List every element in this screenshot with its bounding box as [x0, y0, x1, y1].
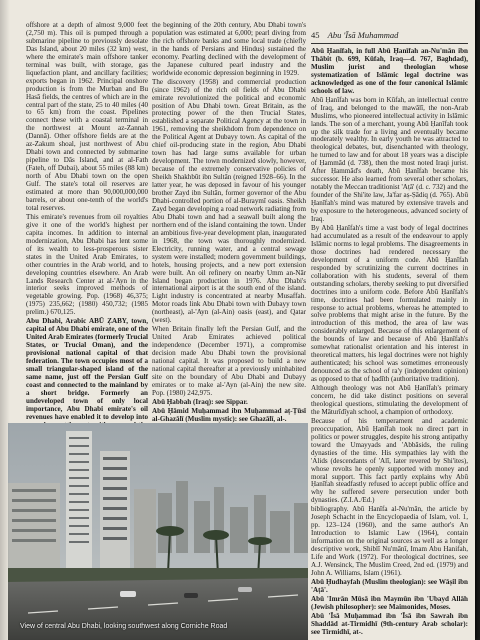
paragraph: the beginning of the 20th century, Abu Dhabi town's population was estimated at 6,000; pearl diving from the rich offshore banks and some local trade (chiefly in the hands of Persians and Hindus) sustained the economy. Pearling declined with the development of the Japanese cultured pearl industry and the worldwide economic depression beginning in 1929.: [152, 21, 306, 77]
paragraph: This emirate's revenues from oil royalties give it one of the world's highest per capita incomes. In addition to internal modernization, Abu Dhabi has lent some of its wealth to less-prosperous sister states in the United Arab Emirates, to other countries in the Arab world, and to developing countries elsewhere. An Arab Lands Research Center at al-'Ayn in the interior seeks improved methods of vegetable growing. Pop. (1968) 46,375; (1975) 235,662; (1980) 450,732; (1985 prelim.) 670,125.: [26, 212, 148, 317]
paragraph: Because of his temperament and academic preoccupation, Abū Ḥanīfah took no direct part in politics or power struggles, despite his strong antipathy toward the Umayyads and 'Abbāsids, the ruling dynasties of the time. His sympathies lay with the 'Alids (descendants of 'Alī, later revered by Shi'ites), whose revolts he openly supported with money and moral support. This fact partly explains why Abū Ḥanīfah steadfastly refused to accept public office and why he suffered severe persecution under both dynasties. (Z.I.A./Ed.): [311, 416, 468, 505]
paragraph: The discovery (1958) and commercial production (since 1962) of the rich oil fields of Abu Dhabi emirate revolutionized the political and economic position of Abu Dhabi town. Great Britain, as the protecting power of the then Trucial States, established a separate Political Agency at the town in 1961, removing the sheikhdom from dependence on the Political Agent at Dubayy town. As capital of the chief oil-producing state in the region, Abu Dhabi town has had large sums available for urban development. The town modernized slowly, however, because of the extremely conservative policies of Sheikh Shakhbūt ibn Sultān (reigned 1928–66). In the latter year, he was deposed in favour of his younger brother Zayd ibn Sultān, former governor of the Abu Dhabi-controlled portion of al-Buraymī oasis. Sheikh Zayd began developing a road network radiating from Abu Dhabi town and had a seawall built along the northern end of the island containing the town. Under an ambitious five-year development plan, inaugurated in 1968, the town was thoroughly modernized. Electricity, running water, and a central sewage system were installed; modern government buildings, hotels, housing projects, and a new port extension were built. An oil refinery on nearby Umm an-Nār Island began production in 1976. Abu Dhabi's international airport is at the south end of the island. Light industry is concentrated at nearby Musaffah. Motor roads link Abu Dhabi town with Dubayy town (northeast), al-'Ayn (al-Ain) oasis (east), and Qatar (west).: [152, 77, 306, 325]
entry-abu-isa: Abū 'Īsā Muḥammad ibn 'Īsā ibn Sawrah ibn Shaddād at-Tirmidhī (9th-century Arab scholar): see Tirmidhī, at-.: [311, 611, 468, 636]
running-title: Abu 'Īsā Muhammad: [327, 30, 399, 40]
paragraph: Although theology was not Abū Ḥanīfah's primary concern, he did take distinct positions on several theological questions, stimulating the development of the Māturīdīyah school, a champion of orthodoxy.: [311, 384, 468, 416]
text-column-3: [311, 48, 468, 637]
city-photo: [8, 423, 308, 640]
entry-abu-hamid: Abū Ḥāmid Muḥammad ibn Muḥammad aṭ-Ṭūsī al-Ghazālī (Muslim mystic): see Ghazālī, al-.: [152, 406, 306, 423]
city-photo-image: [8, 423, 308, 640]
entry-abu-hudhayfah: Abū Ḥudhayfah (Muslim theologian): see Wāṣil ibn 'Aṭā'.: [311, 577, 468, 594]
header-rule: [311, 43, 468, 44]
entry-abu-dhabi-town: Abu Dhabi, Arabic ABŪ ẒABY, town, capital of Abu Dhabi emirate, one of the United Arab Emirates (formerly Trucial States, or Trucial Oman), and the provisional national capital of that federation. The town occupies most of a small triangular-shaped island of the same name, just off the Persian Gulf coast and connected to the mainland by a short bridge. Formerly an undeveloped town of only local importance, Abu Dhabi emirate's oil revenues have enabled it to develop into: [26, 317, 148, 421]
entry-abu-imran: Abū 'Imrān Mūsā ibn Maymūn ibn 'Ubayd Allāh (Jewish philosopher): see Maimonides, Moses.: [311, 594, 468, 611]
photo-caption: View of central Abu Dhabi, looking southwest along Corniche Road: [20, 623, 228, 630]
paragraph: Abū Ḥanīfah was born in Kūfah, an intellectual centre of Iraq, and belonged to the mawālī, the non-Arab Muslims, who pioneered intellectual activity in Islāmic lands. The son of a merchant, young Abū Ḥanīfah took up the silk trade for a living and eventually became moderately wealthy. In early youth he was attracted to theological debates, but, disenchanted with theology, he turned to law and for about 18 years was a disciple of Ḥammād (d. 738), then the most noted Iraqi jurist. After Ḥammād's death, Abū Ḥanīfah became his successor. He also learned from several other scholars, notably the Meccan traditionist 'Aṭā' (d. c. 732) and the founder of the Shi'ite law, Ja'far aṣ-Ṣādiq (d. 765). Abū Ḥanīfah's mind was matured by extensive travels and by exposure to the heterogeneous, advanced society of Iraq.: [311, 95, 468, 224]
paragraph: When Britain finally left the Persian Gulf, and the United Arab Emirates achieved political independence (December 1971), a compromise decision made Abu Dhabi town the provisional national capital. It was proposed to build a new national capital thereafter at a previously uninhabited site on the boundary of Abu Dhabi and Dubayy emirates or to make al-'Ayn (al-Ain) the new site. Pop. (1980) 242,975.: [152, 325, 306, 397]
paragraph: By Abū Ḥanīfah's time a vast body of legal doctrines had accumulated as a result of the endeavour to apply Islāmic norms to legal problems. The disagreements in those doctrines had rendered necessary the development of a uniform code. Abū Ḥanīfah responded by scrutinizing the current doctrines in collaboration with his students, several of them outstanding scholars, thereby seeking to put diversified doctrines into a uniform code. Before Abū Ḥanīfah's time, doctrines had been formulated mainly in response to actual problems, whereas he attempted to solve problems that might arise in the future. By the introduction of this method, the area of law was considerably enlarged. Because of this enlargement of the bounds of law and because of Abū Ḥanīfah's somewhat rationalist orientation and his interest in theoretical matters, his legal doctrines were not highly authenticated; his school was sometimes erroneously denounced as the school of ra'y (independent opinion) as opposed to that of ḥadīth (authoritative tradition).: [311, 223, 468, 384]
page-number: 45: [311, 30, 320, 40]
entry-abu-hanifah: Abū Ḥanīfah, in full Abū Ḥanīfah an-Nu'mān ibn Thābit (b. 699, Kūfah, Iraq—d. 767, Baghdad), Muslim jurist and theologian whose systematization of Islāmic legal doctrine was acknowledged as one of the four canonical Islāmic schools of law.: [311, 47, 468, 95]
text-column-2: [152, 22, 306, 424]
bibliography: bibliography. Abū Hanīfa al-Nu'mān, the article by Joseph Schacht in the Encyclopaedia of Islam, vol. 1, pp. 123–124 (1960), and the same author's An Introduction to Islamic Law (1964), contain information on the original sources as well as a longer descriptive work, Shiblī Nu'mānī, Imam Abu Hanifah, Life and Work (1972). For theological doctrines, see A.J. Wensinck, The Muslim Creed, 2nd ed. (1979) and John A. Williams, Islam (1961).: [311, 505, 468, 577]
entry-abu-habbah: Abū Ḥabbah (Iraq): see Sippar.: [152, 397, 248, 406]
paragraph: offshore at a depth of almost 9,000 feet (2,750 m). This oil is pumped through a submarine pipeline to previously desolate Das Island, about 20 miles (32 km) west, where the emirate's main offshore tanker terminal was built, with storage, gas liquefaction plant, and ancillary facilities; exports began in 1962. Principal onshore production is from the Murban and Bu Hasā fields, the centres of which are in the central part of the state, 25 to 40 miles (40 to 65 km) from the coast. Pipelines connect these with a coastal terminal in the northwest at Mount az-Zannah (Dannā). Other offshore fields are at the az-Zakum shoal, just northwest of Abu Dhabi town and connected by submarine pipeline to Dās Island, and at al-Fath (Fateh, off Dubai), about 55 miles (88 km) north of Abu Dhabi town on the open Gulf. The state's total oil reserves are estimated at more than 90,000,000,000 barrels, or about one-tenth of the world's total reserves.: [26, 21, 148, 212]
running-header: [311, 28, 468, 42]
